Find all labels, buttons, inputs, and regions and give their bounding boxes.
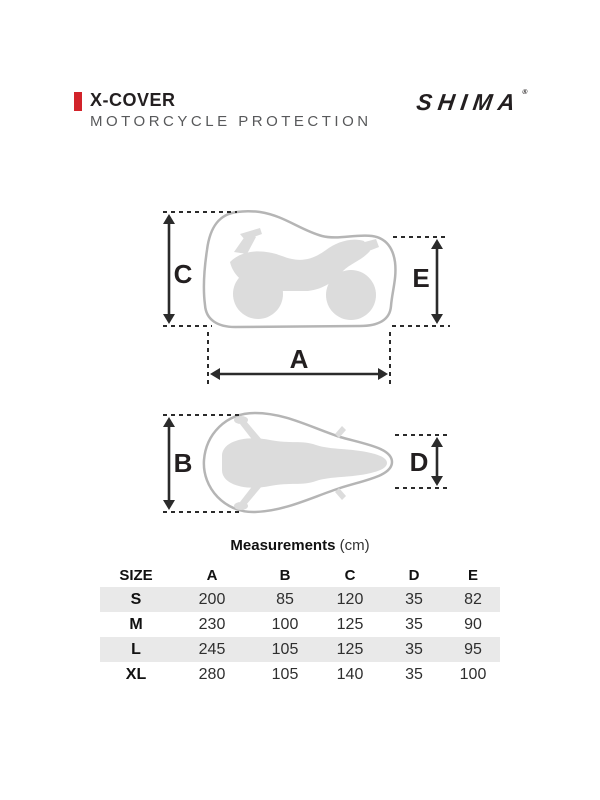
value-b: 105 [271,665,299,683]
value-e: 82 [464,590,482,608]
value-e: 100 [459,665,487,683]
measurements-title-text: Measurements [230,537,336,554]
measurements-title [0,537,600,554]
dimension-arrow-d [431,437,443,486]
side-view-diagram [150,190,450,395]
table-row-s [100,587,500,612]
size-label: M [129,615,143,633]
registered-mark: ® [521,89,528,96]
value-a: 280 [198,665,226,683]
value-d: 35 [405,640,423,658]
top-view-diagram [150,400,450,530]
value-d: 35 [405,590,423,608]
value-e: 95 [464,640,482,658]
value-a: 230 [198,615,226,633]
label-e: E [412,263,430,293]
product-subtitle: MOTORCYCLE PROTECTION [90,113,372,130]
value-c: 120 [336,590,364,608]
header-a: A [206,566,218,584]
value-c: 125 [336,640,364,658]
value-b: 85 [276,590,294,608]
value-a: 245 [198,640,226,658]
table-header-row [100,563,500,587]
label-d: D [409,447,429,477]
value-b: 105 [271,640,299,658]
label-c: C [173,259,193,289]
brand-logo-text: SHIMA [414,89,523,115]
value-c: 140 [336,665,364,683]
size-label: S [130,590,142,608]
size-table [100,563,500,687]
accent-bar [74,92,82,111]
dimension-arrow-e [431,239,443,324]
value-e: 90 [464,615,482,633]
table-row-l [100,637,500,662]
header-c: C [344,566,356,584]
brand-logo [400,89,528,116]
header-size: SIZE [119,566,153,584]
label-a: A [289,344,309,374]
table-row-m [100,612,500,637]
measurements-unit: (cm) [339,537,370,554]
value-d: 35 [405,615,423,633]
value-b: 100 [271,615,299,633]
size-label: XL [125,665,147,683]
table-row-xl [100,662,500,687]
value-a: 200 [198,590,226,608]
value-d: 35 [405,665,423,683]
label-b: B [173,448,193,478]
header-d: D [408,566,420,584]
header-b: B [279,566,291,584]
header-e: E [467,566,478,584]
product-title: X-COVER [90,90,176,110]
size-label: L [131,640,141,658]
value-c: 125 [336,615,364,633]
